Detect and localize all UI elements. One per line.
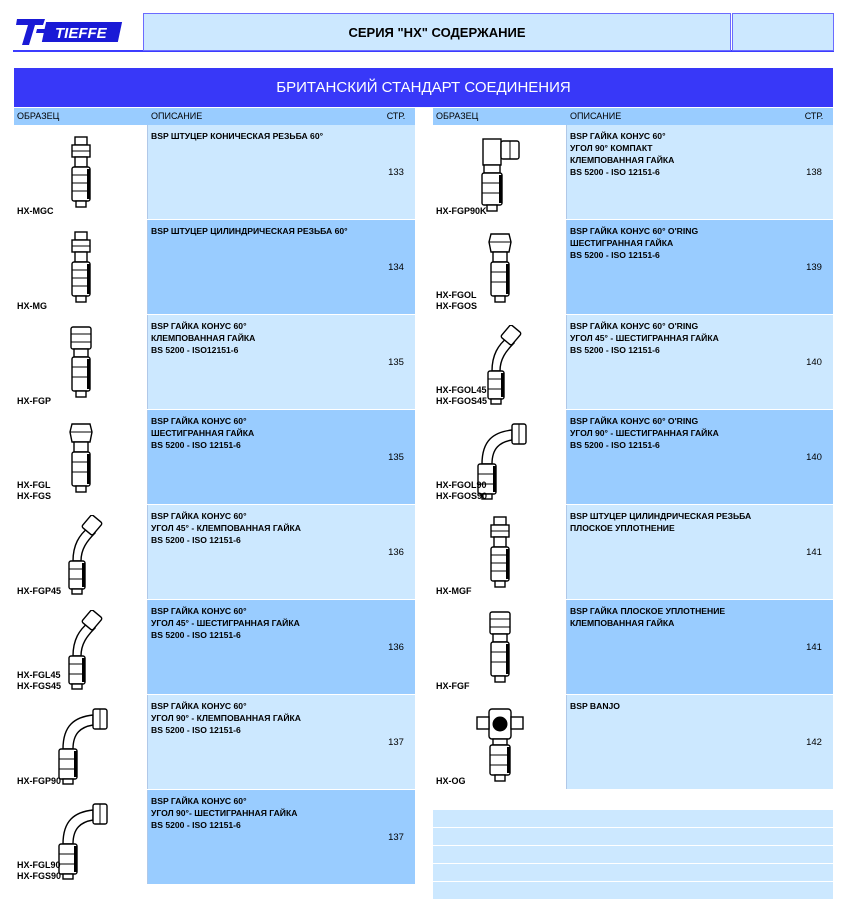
col-page-header: СТР.	[386, 111, 406, 121]
table-row	[14, 220, 415, 315]
product-code: HX-FGOL45 HX-FGOS45	[436, 385, 488, 406]
table-row	[14, 125, 415, 220]
sample-cell	[14, 790, 148, 884]
product-code: HX-FGP90K	[436, 206, 487, 216]
table-row	[14, 790, 415, 885]
sample-cell	[14, 600, 148, 694]
product-code: HX-FGL90 HX-FGS90	[17, 860, 62, 881]
table-row	[433, 125, 833, 220]
sample-cell	[433, 220, 567, 314]
empty-row	[433, 810, 833, 828]
product-description: BSP ГАЙКА КОНУС 60° ШЕСТИГРАННАЯ ГАЙКА BS 5200 - ISO 12151-6	[148, 410, 377, 504]
product-description: BSP ГАЙКА КОНУС 60° УГОЛ 45° - ШЕСТИГРАННАЯ ГАЙКА BS 5200 - ISO 12151-6	[148, 600, 377, 694]
elbow-45-fitting-icon	[59, 610, 103, 690]
straight-female-hex-fitting-icon	[485, 230, 515, 304]
table-row	[433, 695, 833, 790]
straight-female-hex-fitting-icon	[66, 420, 96, 494]
sample-cell	[14, 695, 148, 789]
product-description: BSP ШТУЦЕР КОНИЧЕСКАЯ РЕЗЬБА 60°	[148, 125, 377, 219]
product-code: HX-MGF	[436, 586, 472, 596]
page-number: 136	[377, 600, 415, 694]
product-description: BSP ГАЙКА КОНУС 60° O'RING ШЕСТИГРАННАЯ ГАЙКА BS 5200 - ISO 12151-6	[567, 220, 795, 314]
table-row	[14, 410, 415, 505]
product-code: HX-FGP90	[17, 776, 62, 786]
straight-female-fitting-icon	[66, 325, 96, 399]
sample-cell	[433, 505, 567, 599]
straight-male-fitting-icon	[66, 135, 96, 209]
product-code: HX-FGOL90 HX-FGOS90	[436, 480, 488, 501]
product-description: BSP ШТУЦЕР ЦИЛИНДРИЧЕСКАЯ РЕЗЬБА ПЛОСКОЕ УПЛОТНЕНИЕ	[567, 505, 795, 599]
top-right-box	[732, 13, 834, 51]
product-code: HX-FGL45 HX-FGS45	[17, 670, 62, 691]
page-number: 140	[795, 410, 833, 504]
empty-rows-block	[433, 810, 833, 902]
product-description: BSP ГАЙКА КОНУС 60° O'RING УГОЛ 45° - ШЕСТИГРАННАЯ ГАЙКА BS 5200 - ISO 12151-6	[567, 315, 795, 409]
tieffe-logo	[15, 13, 127, 49]
right-table	[433, 108, 833, 790]
left-table	[14, 108, 415, 885]
product-description: BSP ГАЙКА КОНУС 60° КЛЕМПОВАННАЯ ГАЙКА BS 5200 - ISO12151-6	[148, 315, 377, 409]
right-table-body	[433, 125, 833, 790]
table-row	[14, 695, 415, 790]
sample-cell	[14, 410, 148, 504]
sample-cell	[433, 125, 567, 219]
page-number: 141	[795, 505, 833, 599]
empty-row	[433, 882, 833, 900]
compact-elbow-90-fitting-icon	[475, 135, 525, 213]
empty-row	[433, 864, 833, 882]
product-code: HX-FGP	[17, 396, 52, 406]
page-number: 137	[377, 695, 415, 789]
table-row	[14, 315, 415, 410]
col-sample-header: ОБРАЗЕЦ	[436, 111, 479, 121]
product-code: HX-FGP45	[17, 586, 62, 596]
table-row	[433, 505, 833, 600]
empty-row	[433, 846, 833, 864]
col-description-header: ОПИСАНИЕ	[570, 111, 622, 121]
table-header	[433, 108, 833, 125]
product-code: HX-MG	[17, 301, 47, 311]
banjo-fitting-icon	[475, 705, 525, 783]
page-number: 138	[795, 125, 833, 219]
table-header	[14, 108, 415, 125]
straight-male-fitting-icon	[485, 515, 515, 589]
page-number: 136	[377, 505, 415, 599]
product-description: BSP ГАЙКА КОНУС 60° УГОЛ 45° - КЛЕМПОВАННАЯ ГАЙКА BS 5200 - ISO 12151-6	[148, 505, 377, 599]
section-banner: БРИТАНСКИЙ СТАНДАРТ СОЕДИНЕНИЯ	[14, 68, 833, 107]
page-title: СЕРИЯ "НХ" СОДЕРЖАНИЕ	[143, 13, 731, 51]
sample-cell	[433, 695, 567, 789]
page-number: 142	[795, 695, 833, 789]
product-description: BSP ГАЙКА КОНУС 60° УГОЛ 90°- ШЕСТИГРАННАЯ ГАЙКА BS 5200 - ISO 12151-6	[148, 790, 377, 884]
page-number: 134	[377, 220, 415, 314]
top-header	[13, 10, 834, 52]
sample-cell	[433, 600, 567, 694]
left-table-body	[14, 125, 415, 885]
page-number: 141	[795, 600, 833, 694]
page-number: 133	[377, 125, 415, 219]
sample-cell	[14, 315, 148, 409]
straight-female-fitting-icon	[485, 610, 515, 684]
product-code: HX-FGOL HX-FGOS	[436, 290, 478, 311]
elbow-90-fitting-icon	[49, 705, 113, 785]
product-description: BSP ГАЙКА КОНУС 60° УГОЛ 90° КОМПАКТ КЛЕМПОВАННАЯ ГАЙКА BS 5200 - ISO 12151-6	[567, 125, 795, 219]
sample-cell	[14, 220, 148, 314]
product-description: BSP ШТУЦЕР ЦИЛИНДРИЧЕСКАЯ РЕЗЬБА 60°	[148, 220, 377, 314]
product-code: HX-FGL HX-FGS	[17, 480, 52, 501]
product-description: BSP BANJO	[567, 695, 795, 789]
product-description: BSP ГАЙКА ПЛОСКОЕ УПЛОТНЕНИЕ КЛЕМПОВАННАЯ ГАЙКА	[567, 600, 795, 694]
table-row	[433, 600, 833, 695]
page-number: 140	[795, 315, 833, 409]
page-number: 135	[377, 410, 415, 504]
sample-cell	[433, 410, 567, 504]
straight-male-fitting-icon	[66, 230, 96, 304]
page-number: 139	[795, 220, 833, 314]
table-row	[14, 600, 415, 695]
sample-cell	[14, 125, 148, 219]
table-row	[433, 315, 833, 410]
product-code: HX-OG	[436, 776, 466, 786]
product-description: BSP ГАЙКА КОНУС 60° O'RING УГОЛ 90° - ШЕСТИГРАННАЯ ГАЙКА BS 5200 - ISO 12151-6	[567, 410, 795, 504]
col-page-header: СТР.	[804, 111, 824, 121]
page-number: 135	[377, 315, 415, 409]
sample-cell	[14, 505, 148, 599]
product-code: HX-MGC	[17, 206, 54, 216]
col-sample-header: ОБРАЗЕЦ	[17, 111, 60, 121]
table-row	[433, 220, 833, 315]
product-description: BSP ГАЙКА КОНУС 60° УГОЛ 90° - КЛЕМПОВАННАЯ ГАЙКА BS 5200 - ISO 12151-6	[148, 695, 377, 789]
empty-row	[433, 828, 833, 846]
table-row	[14, 505, 415, 600]
svg-text:TIEFFE: TIEFFE	[55, 25, 107, 42]
elbow-45-fitting-icon	[59, 515, 103, 595]
sample-cell	[433, 315, 567, 409]
col-description-header: ОПИСАНИЕ	[151, 111, 203, 121]
table-row	[433, 410, 833, 505]
product-code: HX-FGF	[436, 681, 470, 691]
page-number: 137	[377, 790, 415, 884]
